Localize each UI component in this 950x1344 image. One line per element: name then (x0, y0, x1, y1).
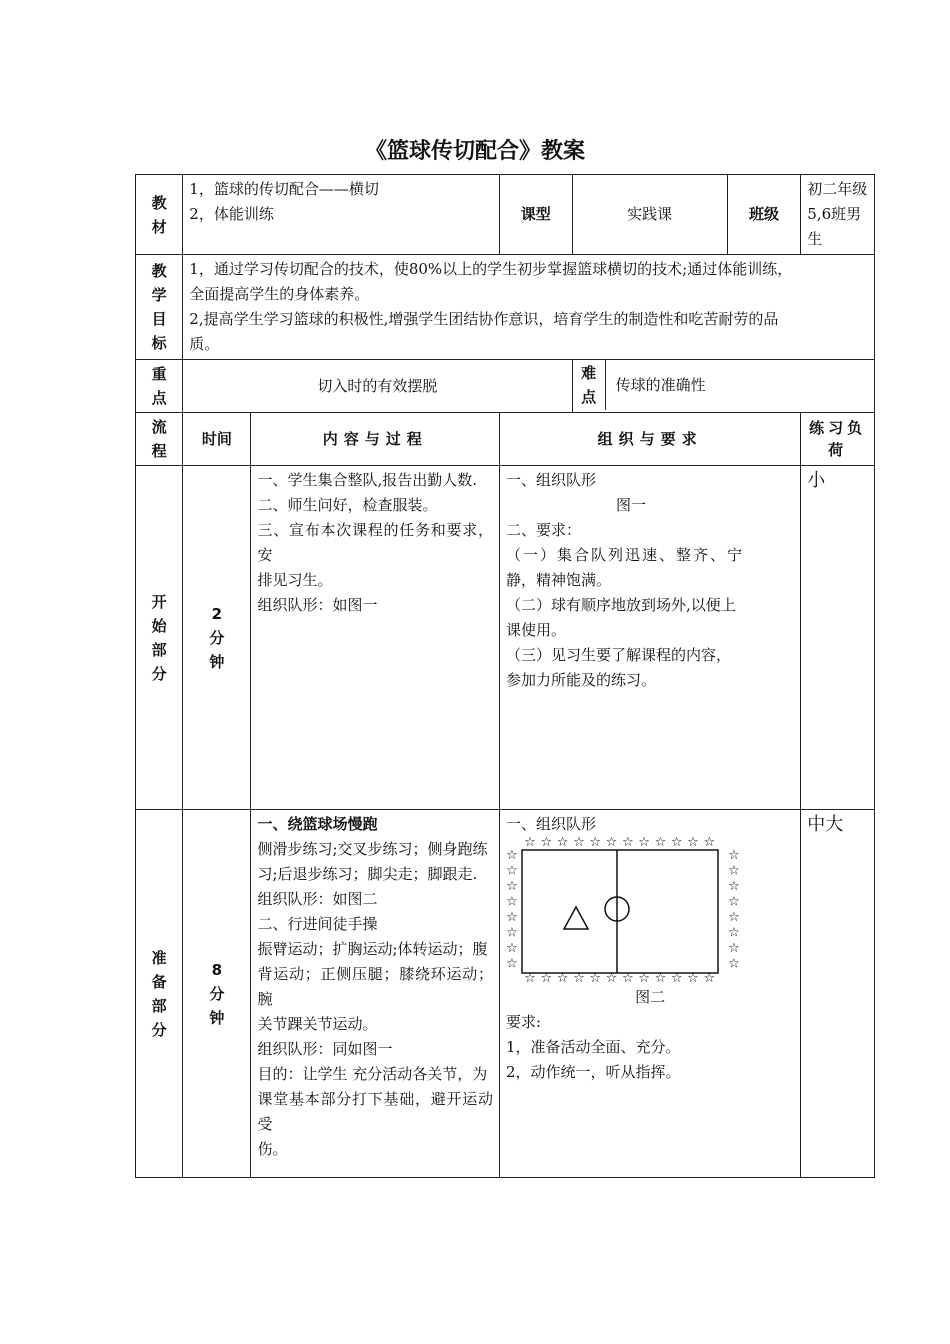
start-section-content: 一、学生集合整队,报告出勤人数. 二、师生问好，检查服装。 三、宣布本次课程的任务和要求，安 排见习生。 组织队形：如图一 (251, 466, 500, 810)
goals-row (136, 255, 875, 360)
basketball-court (522, 850, 718, 973)
student-star-icon: ☆ (506, 925, 518, 941)
figure-one-caption: 图一 (615, 496, 646, 514)
student-star-icon: ☆ (524, 837, 536, 850)
difficult-point-cell (572, 360, 874, 413)
prep-section-time: 8分钟 (183, 810, 251, 1178)
student-star-icon: ☆ (506, 941, 518, 956)
student-star-icon: ☆ (506, 848, 518, 863)
materials-row (136, 175, 875, 255)
prep-content-heading: 一、绕篮球场慢跑 (257, 815, 378, 833)
student-star-icon: ☆ (638, 971, 650, 986)
student-star-icon: ☆ (703, 837, 716, 850)
prep-section-org: 一、组织队形 ☆ ☆ ☆ ☆ ☆ ☆ ☆ ☆ ☆ ☆ ☆ ☆ ☆ ☆ ☆ ☆ ☆ ☆ ☆ ☆ ☆ ☆ ☆ ☆ ☆ ☆ ☆ ☆ ☆ ☆ ☆ ☆ ☆ ☆ ☆ ☆ ☆ ☆ ☆ ☆ 图二 要求: 1，准备活动全面、充分。 2，动作统一，听从指挥。 (499, 810, 800, 1178)
student-star-icon: ☆ (506, 863, 518, 879)
student-star-icon: ☆ (506, 910, 518, 925)
student-star-icon: ☆ (728, 848, 740, 863)
materials-content: 1，篮球的传切配合——横切 2，体能训练 (183, 175, 500, 255)
student-star-icon: ☆ (728, 863, 740, 879)
time-header: 时间 (183, 413, 251, 466)
student-star-icon: ☆ (687, 837, 699, 850)
student-star-icon: ☆ (728, 879, 740, 894)
header-row (136, 413, 875, 466)
student-star-icon: ☆ (654, 837, 667, 850)
student-star-icon: ☆ (506, 956, 518, 972)
student-star-icon: ☆ (728, 941, 740, 956)
student-star-icon: ☆ (638, 837, 650, 850)
lesson-type-label: 课型 (499, 175, 572, 255)
difficult-point-value: 传球的准确性 (615, 375, 706, 394)
student-star-icon: ☆ (556, 971, 569, 986)
class-value: 初二年级 5,6班男生 (801, 175, 875, 255)
student-star-icon: ☆ (654, 971, 667, 986)
content-header: 内容与过程 (251, 413, 500, 466)
start-section-time: 2分钟 (183, 466, 251, 810)
court-diagram (504, 837, 766, 987)
student-star-icon: ☆ (670, 837, 683, 850)
materials-label: 教材 (136, 175, 183, 255)
student-star-icon: ☆ (540, 837, 553, 850)
start-section-org: 一、组织队形 图一 二、要求： （一）集合队列迅速、整齐、宁 静，精神饱满。 （二）球有顺序地放到场外,以便上 课使用。 （三）见习生要了解课程的内容， 参加力所能及的练习。 (499, 466, 800, 810)
student-star-icon: ☆ (728, 910, 740, 925)
focus-row (136, 360, 875, 413)
student-star-icon: ☆ (728, 925, 740, 941)
student-star-icon: ☆ (670, 971, 683, 986)
difficult-point-label: 难点 (573, 360, 606, 410)
student-star-icon: ☆ (728, 956, 740, 972)
student-star-icon: ☆ (605, 971, 618, 986)
key-point-value: 切入时的有效摆脱 (183, 360, 572, 413)
student-stars (506, 837, 740, 986)
student-star-icon: ☆ (556, 837, 569, 850)
organization-header: 组织与要求 (499, 413, 800, 466)
start-section-label: 开始部分 (136, 466, 183, 810)
class-label: 班级 (727, 175, 801, 255)
prep-section-content: 一、绕篮球场慢跑 侧滑步练习;交叉步练习；侧身跑练 习;后退步练习；脚尖走；脚跟走. 组织队形：如图二 二、行进间徒手操 振臂运动；扩胸运动;体转运动；腹 背运动；正侧压腿；膝绕环运动；腕 关节踝关节运动。 组织队形：同如图一 目的：让学生 充分活动各关节，为 课堂基本部分打下基础，避开运动受 伤。 (251, 810, 500, 1178)
figure-two-caption: 图二 (635, 988, 666, 1006)
student-star-icon: ☆ (589, 971, 602, 986)
student-star-icon: ☆ (506, 879, 518, 894)
student-star-icon: ☆ (573, 971, 585, 986)
load-header: 练习负荷 (801, 413, 875, 466)
teacher-triangle-icon (564, 907, 588, 929)
student-star-icon: ☆ (506, 894, 518, 910)
student-star-icon: ☆ (703, 971, 716, 986)
student-star-icon: ☆ (728, 894, 740, 910)
flow-header: 流程 (136, 413, 183, 466)
prep-section-row (136, 810, 875, 1178)
prep-section-load: 中大 (801, 810, 875, 1178)
court-diagram-svg (504, 837, 766, 987)
student-star-icon: ☆ (524, 971, 536, 986)
student-star-icon: ☆ (621, 837, 634, 850)
start-section-row (136, 466, 875, 810)
lesson-plan-table (135, 174, 875, 1178)
lesson-type-value: 实践课 (572, 175, 727, 255)
page-title: 《篮球传切配合》教案 (364, 139, 585, 164)
student-star-icon: ☆ (589, 837, 602, 850)
student-star-icon: ☆ (605, 837, 618, 850)
student-star-icon: ☆ (573, 837, 585, 850)
goals-label: 教学目标 (136, 255, 183, 360)
student-star-icon: ☆ (540, 971, 553, 986)
student-star-icon: ☆ (687, 971, 699, 986)
student-star-icon: ☆ (621, 971, 634, 986)
start-section-load: 小 (801, 466, 875, 810)
goals-content: 1，通过学习传切配合的技术，使80%以上的学生初步掌握篮球横切的技术;通过体能训练， 全面提高学生的身体素养。 2,提高学生学习篮球的积极性,增强学生团结协作意识，培育学生的制造性和吃苦耐劳的品 质。 (183, 255, 875, 360)
key-point-label: 重点 (136, 360, 183, 413)
prep-section-label: 准备部分 (136, 810, 183, 1178)
